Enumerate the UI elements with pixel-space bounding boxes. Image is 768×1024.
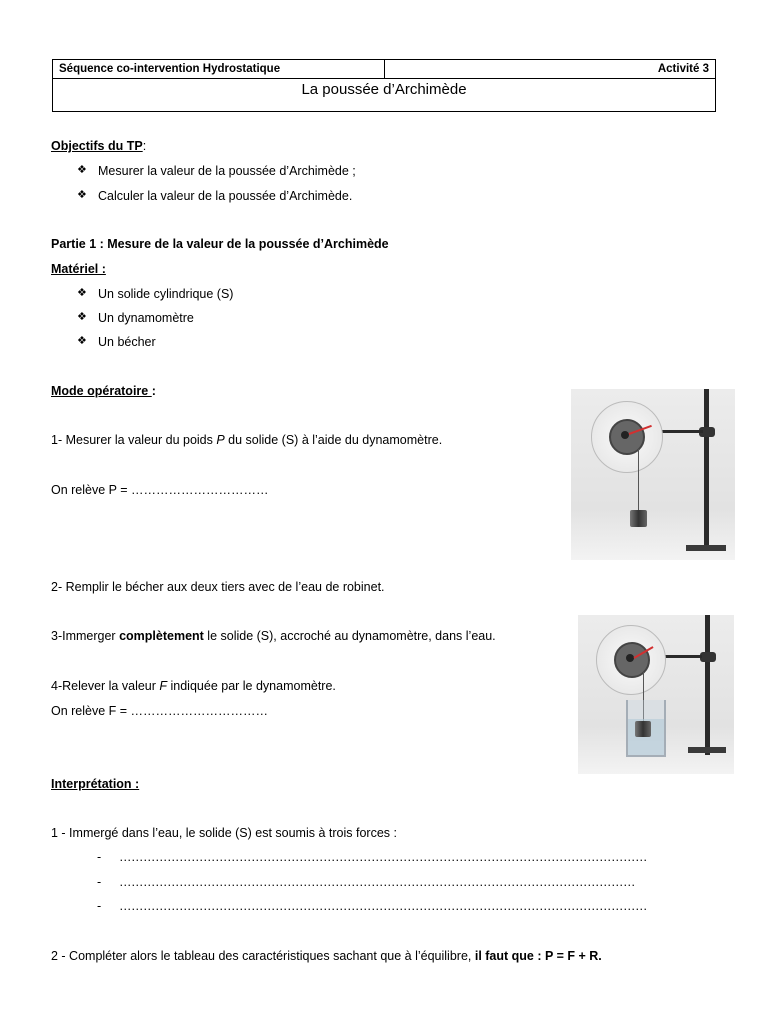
cylinder-weight <box>635 721 651 737</box>
question-2-text: 2 - Compléter alors le tableau des caractéristiques sachant que à l’équilibre, <box>51 949 475 963</box>
bullet-icon: ❖ <box>77 189 87 201</box>
step-3-text: 3-Immerger <box>51 629 120 643</box>
step-3-text-end: le solide (S), accroché au dynamomètre, dans l’eau. <box>203 629 496 643</box>
step-1-text-end: du solide (S) à l’aide du dynamomètre. <box>224 433 443 447</box>
page-title: La poussée d’Archimède <box>301 81 467 98</box>
procedure-heading: Mode opératoire <box>51 384 152 398</box>
activity-label: Activité 3 <box>657 63 709 75</box>
sequence-label: Séquence co-intervention Hydrostatique <box>53 60 385 78</box>
step-2: 2- Remplir le bécher aux deux tiers avec de l’eau de robinet. <box>51 580 385 594</box>
dash-marker: - <box>97 899 102 913</box>
header-table <box>52 59 716 112</box>
stand-base <box>686 545 726 551</box>
string <box>638 449 639 511</box>
objective-item: Mesurer la valeur de la poussée d’Archimède ; <box>98 164 356 178</box>
step-4-text: 4-Relever la valeur <box>51 679 160 693</box>
question-1: 1 - Immergé dans l’eau, le solide (S) est soumis à trois forces : <box>51 826 397 840</box>
bullet-icon: ❖ <box>77 287 87 299</box>
step-3-bold: complètement <box>119 629 204 643</box>
interpretation-heading: Interprétation : <box>51 777 140 791</box>
step-1-text: 1- Mesurer la valeur du poids <box>51 433 217 447</box>
material-heading-line <box>51 261 106 277</box>
bullet-icon: ❖ <box>77 164 87 176</box>
dynamometer-hub <box>626 654 634 662</box>
answer-line: …………………………………………………………………………………………………………………… <box>119 850 647 864</box>
step-1-variable: P <box>216 433 225 447</box>
cylinder-weight <box>630 510 647 527</box>
bullet-icon: ❖ <box>77 335 87 347</box>
objectives-colon: : <box>142 139 147 153</box>
material-item: Un dynamomètre <box>98 311 194 325</box>
step-4 <box>51 678 336 694</box>
dynamometer-water-photo <box>578 615 734 774</box>
answer-line: ………………………………………………………………………………………………………………… <box>119 875 635 889</box>
objectives-heading-line <box>51 138 146 154</box>
procedure-heading-line <box>51 383 156 399</box>
step-3 <box>51 628 496 644</box>
dynamometer-air-photo <box>571 389 735 560</box>
stand-clamp <box>700 652 716 662</box>
material-heading: Matériel : <box>51 262 106 276</box>
releve-f: On relève F = …………………………… <box>51 704 269 718</box>
question-2 <box>51 948 602 964</box>
procedure-colon: : <box>151 384 156 398</box>
step-4-variable: F <box>159 679 168 693</box>
stand-base <box>688 747 726 753</box>
question-2-bold: il faut que : P = F + R. <box>474 949 602 963</box>
interpretation-heading-line <box>51 776 139 792</box>
bullet-icon: ❖ <box>77 311 87 323</box>
dash-marker: - <box>97 850 102 864</box>
releve-p: On relève P = …………………………… <box>51 483 269 497</box>
stand-rod <box>705 615 710 755</box>
objectives-heading: Objectifs du TP <box>51 139 143 153</box>
dash-marker: - <box>97 875 102 889</box>
answer-line: …………………………………………………………………………………………………………………… <box>119 899 647 913</box>
step-1 <box>51 432 442 448</box>
step-4-text-end: indiquée par le dynamomètre. <box>167 679 336 693</box>
part1-title: Partie 1 : Mesure de la valeur de la poussée d’Archimède <box>51 237 389 251</box>
stand-rod <box>704 389 709 549</box>
material-item: Un bécher <box>98 335 156 349</box>
objective-item: Calculer la valeur de la poussée d’Archimède. <box>98 189 353 203</box>
header-row <box>53 60 715 79</box>
material-item: Un solide cylindrique (S) <box>98 287 234 301</box>
